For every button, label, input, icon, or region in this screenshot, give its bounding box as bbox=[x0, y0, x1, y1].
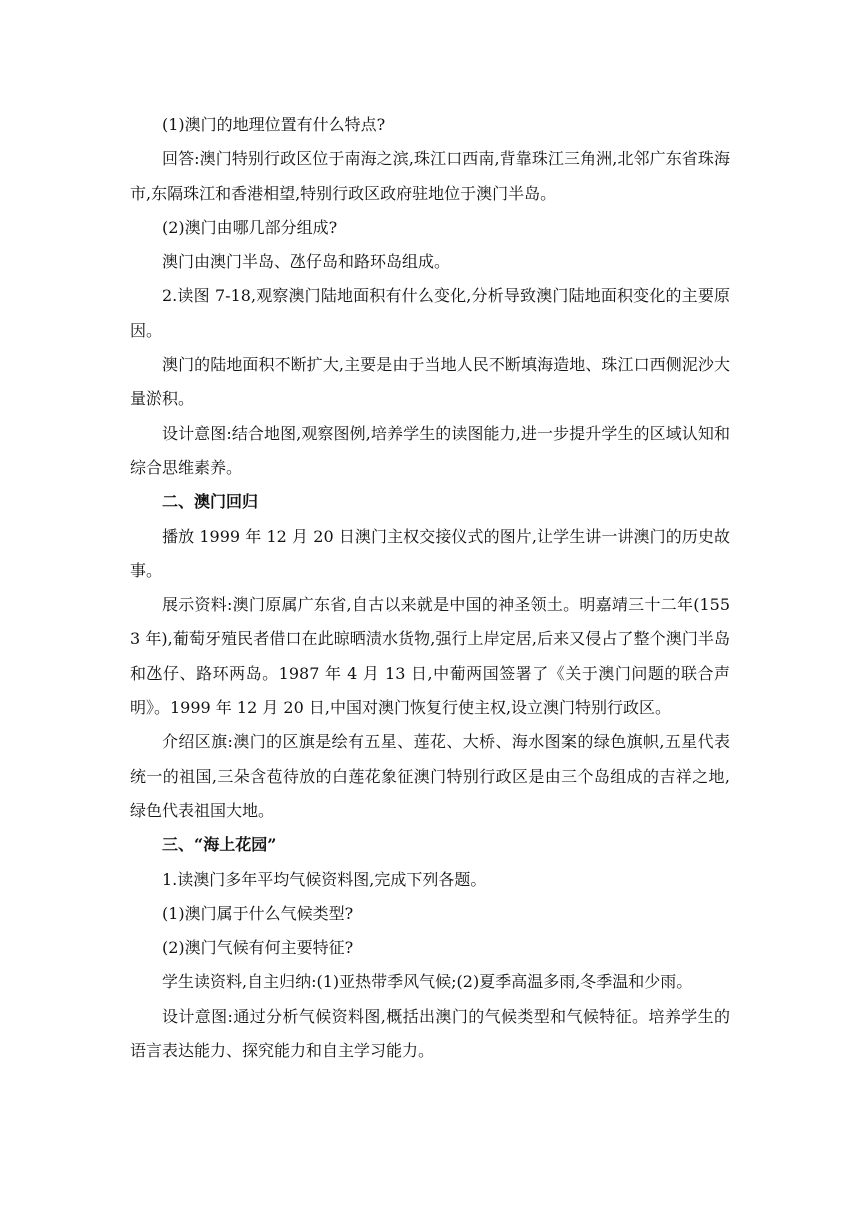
section-heading-return: 二、澳门回归 bbox=[162, 492, 259, 512]
design-intent-2: 设计意图:通过分析气候资料图,概括出澳门的气候类型和气候特征。培养学生的语言表达能力、探究能力和自主学习能力。 bbox=[130, 1006, 730, 1061]
answer-composition: 澳门由澳门半岛、氹仔岛和路环岛组成。 bbox=[162, 252, 451, 272]
answer-land-area: 澳门的陆地面积不断扩大,主要是由于当地人民不断填海造地、珠江口西侧泥沙大量淤积。 bbox=[130, 355, 730, 409]
document-page bbox=[130, 108, 730, 1068]
activity-ceremony: 播放 1999 年 12 月 20 日澳门主权交接仪式的图片,让学生讲一讲澳门的历史故事。 bbox=[130, 526, 730, 580]
answer-geographic-location: 回答:澳门特别行政区位于南海之滨,珠江口西南,背靠珠江三角洲,北邻广东省珠海市,东隔珠江和香港相望,特别行政区政府驻地位于澳门半岛。 bbox=[130, 149, 730, 203]
question-climate-type: (1)澳门属于什么气候类型? bbox=[162, 903, 354, 923]
task-land-area: 2.读图 7-18,观察澳门陆地面积有什么变化,分析导致澳门陆地面积变化的主要原因。 bbox=[130, 286, 730, 340]
history-material: 展示资料:澳门原属广东省,自古以来就是中国的神圣领土。明嘉靖三十二年(1553 年),葡萄牙殖民者借口在此晾晒渍水货物,强行上岸定居,后来又侵占了整个澳门半岛和氹仔、路环两岛。1987 年 4 月 13 日,中葡两国签署了《关于澳门问题的联合声明》。1999 年 12 月 20 日,中国对澳门恢复行使主权,设立澳门特别行政区。 bbox=[130, 595, 730, 718]
flag-introduction: 介绍区旗:澳门的区旗是绘有五星、莲花、大桥、海水图案的绿色旗帜,五星代表统一的祖国,三朵含苞待放的白莲花象征澳门特别行政区是由三个岛组成的吉祥之地,绿色代表祖国大地。 bbox=[130, 732, 730, 820]
question-climate-features: (2)澳门气候有何主要特征? bbox=[162, 938, 354, 958]
task-climate: 1.读澳门多年平均气候资料图,完成下列各题。 bbox=[162, 869, 487, 889]
question-geographic-location: (1)澳门的地理位置有什么特点? bbox=[162, 115, 386, 134]
answer-climate: 学生读资料,自主归纳:(1)亚热带季风气候;(2)夏季高温多雨,冬季温和少雨。 bbox=[162, 972, 693, 992]
question-composition: (2)澳门由哪几部分组成? bbox=[162, 217, 338, 237]
design-intent-1: 设计意图:结合地图,观察图例,培养学生的读图能力,进一步提升学生的区域认知和综合思维素养。 bbox=[130, 423, 730, 477]
section-heading-garden: 三、“海上花园” bbox=[162, 835, 277, 855]
